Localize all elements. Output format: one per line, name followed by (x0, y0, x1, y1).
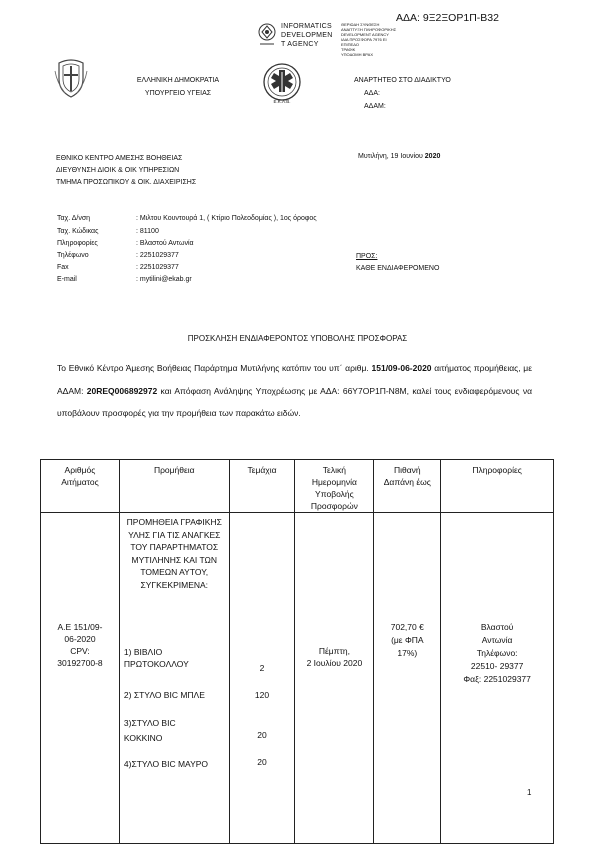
deadline-cell (295, 513, 374, 844)
org-line-1: ΕΘΝΙΚΟ ΚΕΝΤΡΟ ΑΜΕΣΗΣ ΒΟΗΘΕΙΑΣ (56, 155, 183, 162)
quantity-value: 2 (259, 663, 265, 673)
posted-online-label: ΑΝΑΡΤΗΤΕΟ ΣΤΟ ΔΙΑΔΙΚΤΥΟ (354, 77, 451, 84)
page-number: 1 (527, 788, 532, 797)
recipient-label: ΠΡΟΣ: (356, 253, 378, 260)
request-number-cell: Α.Ε 151/09- 06-2020 CPV: 30192700-8 (41, 513, 120, 844)
table-header-row (41, 460, 554, 513)
header-deadline: Τελική Ημερομηνία Υποβολής Προσφορών (295, 460, 374, 513)
header-info: Πληροφορίες (441, 460, 554, 513)
place-date: Μυτιλήνη, 19 Ιουνίου 2020 (358, 153, 441, 160)
ekab-logo-caption: Ε.Κ.Α.Β. (273, 99, 291, 104)
org-line-3: ΤΜΗΜΑ ΠΡΟΣΩΠΙΚΟΥ & ΟΙΚ. ΔΙΑΧΕΙΡΙΣΗΣ (56, 179, 197, 186)
contact-email-row: E-mail : mytilini@ekab.gr (57, 276, 192, 283)
supply-cell (119, 513, 229, 844)
ida-logo-caption: ΘΕΡΙΩΔΗ ΣΥΝΘΕΣΗ ΑΝΑΠΤΥΞΗ ΠΛΗΡΟΦΟΡΙΚΗΣ DEVELOPMENT AGENCY ΙΔΙΑ ΠΡΟΣΦΟΡΑ 7976 ΕΙ ΕΠΙΠΕΔΟ ΤΡΑΦΙΚ ΥΠΟΔΟΜΗ ΒΡΑΧ (341, 22, 397, 57)
info-value: Βλαστού Αντωνία Τηλέφωνο: 22510- 29377 Φαξ: 2251029377 (463, 622, 531, 684)
posting-block (354, 74, 451, 113)
supply-item: 2) ΣΤΥΛΟ BIC ΜΠΛΕ (123, 690, 205, 700)
supply-title: ΠΡΟΜΗΘΕΙΑ ΓΡΑΦΙΚΗΣ ΥΛΗΣ ΓΙΑ ΤΙΣ ΑΝΑΓΚΕΣ ΤΟΥ ΠΑΡΑΡΤΗΜΑΤΟΣ ΜΥΤΙΛΗΝΗΣ ΚΑΙ ΤΩΝ ΤΟΜΕΩΝ ΑΥΤΟΥ, ΣΥΓΚΕΚΡΙΜΕΝΑ: (126, 517, 222, 590)
document-title: ΠΡΟΣΚΛΗΣΗ ΕΝΔΙΑΦΕΡΟΝΤΟΣ ΥΠΟΒΟΛΗΣ ΠΡΟΣΦΟΡΑΣ (187, 334, 408, 343)
recipient-value: ΚΑΘΕ ΕΝΔΙΑΦΕΡΟΜΕΝΟ (356, 265, 440, 272)
supply-item: 3)ΣΤΥΛΟ BIC ΚΟΚΚΙΝΟ (123, 718, 176, 743)
supply-item: 4)ΣΤΥΛΟ BIC ΜΑΥΡΟ (123, 759, 209, 769)
adam-label: ΑΔΑΜ: (364, 103, 386, 110)
header-cost: Πιθανή Δαπάνη έως (374, 460, 441, 513)
deadline-value: Πέμπτη, 2 Ιουλίου 2020 (306, 646, 363, 668)
cost-value: 702,70 € (με ΦΠΑ 17%) (390, 622, 424, 658)
contact-info-row: Πληροφορίες : Βλαστού Αντωνία (57, 240, 194, 247)
contact-phone-row: Τηλέφωνο : 2251029377 (57, 252, 179, 259)
ida-logo-icon (256, 22, 278, 48)
cost-cell (374, 513, 441, 844)
quantity-value: 20 (257, 730, 267, 740)
quantity-value: 120 (254, 690, 270, 700)
ada-stamp: ΑΔΑ: 9Ξ2ΞΟΡ1Π-Β32 (396, 12, 499, 24)
recipient-block (356, 251, 439, 275)
body-paragraph: Το Εθνικό Κέντρο Άμεσης Βοήθειας Παράρτημα Μυτιλήνης κατόπιν του υπ΄ αριθμ. 151/09-06-2020 αιτήματος προμήθειας, με ΑΔΑΜ: 20REQ006892972 και Απόφαση Ανάληψης Υποχρέωσης με ΑΔΑ: 66Υ7ΟΡ1Π-Ν8Μ, καλεί τους ενδιαφερόμενους να υποβάλουν προσφορές για την προμήθεια των παρακάτω ειδών. (57, 363, 532, 418)
info-cell (441, 513, 554, 844)
header-supply: Προμήθεια (119, 460, 229, 513)
greek-emblem-icon (53, 57, 89, 99)
government-heading (118, 74, 238, 100)
ada-label: ΑΔΑ: (364, 90, 380, 97)
contact-fax-row: Fax : 2251029377 (57, 264, 179, 271)
contact-postal-row: Ταχ. Κώδικας : 81100 (57, 228, 159, 235)
quantity-value: 20 (257, 757, 267, 767)
org-line-2: ΔΙΕΥΘΥΝΣΗ ΔΙΟΙΚ & ΟΙΚ ΥΠΗΡΕΣΙΩΝ (56, 167, 180, 174)
supply-item: 1) ΒΙΒΛΙΟ ΠΡΩΤΟΚΟΛΛΟΥ (123, 647, 189, 669)
contact-block (57, 213, 327, 285)
ida-logo-title: INFORMATICS DEVELOPMEN T AGENCY (281, 23, 333, 48)
org-block (56, 153, 196, 189)
contact-address-row: Ταχ. Δ/νση : Μιλτου Κουντουρά 1, ( Κτίριο Πολεοδομίας ), 1ος όροφος (57, 215, 317, 222)
republic-label: ΕΛΛΗΝΙΚΗ ΔΗΜΟΚΡΑΤΙΑ (136, 77, 220, 84)
table-row (41, 513, 554, 844)
ministry-label: ΥΠΟΥΡΓΕΙΟ ΥΓΕΙΑΣ (144, 90, 212, 97)
header-request-number: Αριθμός Αιτήματος (41, 460, 120, 513)
quantity-cell (229, 513, 295, 844)
procurement-table (40, 459, 554, 844)
header-quantity: Τεμάχια (229, 460, 295, 513)
